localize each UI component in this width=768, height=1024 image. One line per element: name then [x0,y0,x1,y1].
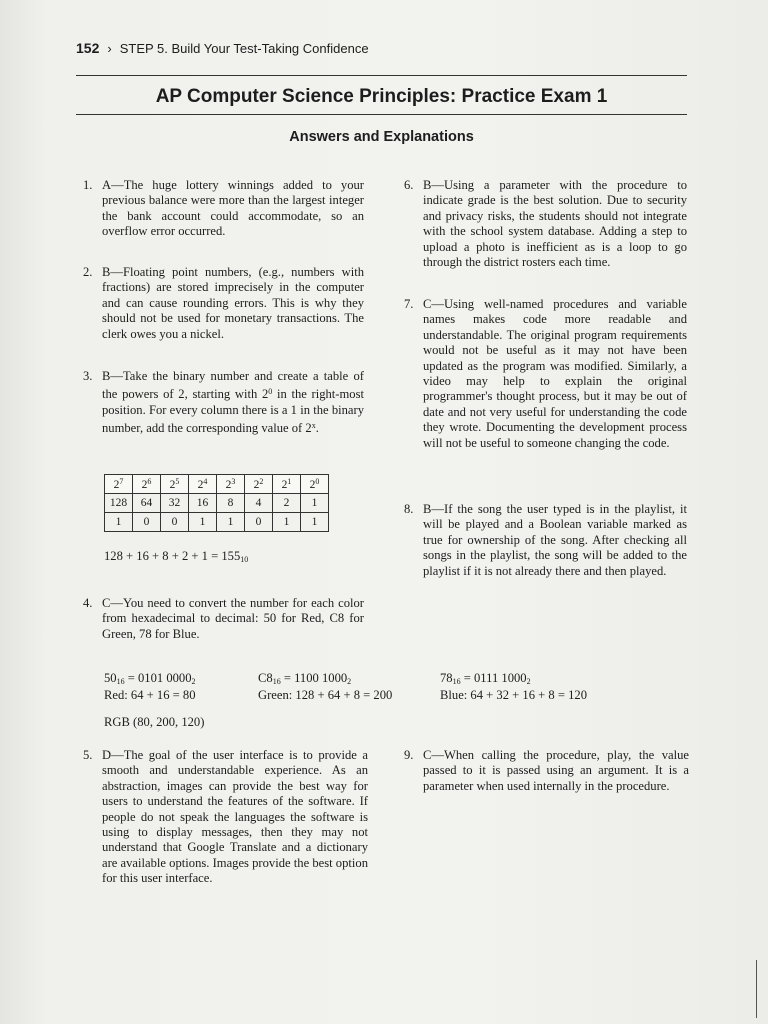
answer-number: 5. [83,748,93,762]
red-conversion: $50_{16} = 0101$ $0000_2$ [104,671,196,686]
power-cell: $2^0$ [301,475,329,494]
red-calculation: Red: 64 + 16 = 80 [104,688,196,702]
power-cell: $2^2$ [245,475,273,494]
bit-cell: 0 [133,513,161,532]
values-row [105,494,329,513]
bit-cell: 1 [273,513,301,532]
value-cell: 1 [301,494,329,513]
bit-cell: 1 [301,513,329,532]
page-title: AP Computer Science Principles: Practice Exam 1 [155,86,608,107]
answer-number: 3. [83,369,93,383]
section-subtitle: Answers and Explanations [289,129,474,145]
answer-text: B—Take the binary number and create a table of the powers of 2, starting with $2^0$ in the right-most position. For every column there is a 1 in the binary number, add the corresponding value of 2$^x$. [102,369,364,436]
step-title: STEP 5. Build Your Test-Taking Confidence [119,41,369,56]
value-cell: 2 [273,494,301,513]
answer-number: 1. [83,178,93,192]
answer-text: D—The goal of the user interface is to provide a smooth and understandable experience. As an abstraction, images can provide the best way for users to understand the features of the software. If people do not speak the languages the software is using to display messages, then they may not understand that Google Translate and a dictionary are available options. Images provide the best option for this user interface. [102,748,368,886]
value-cell: 64 [133,494,161,513]
power-cell: $2^6$ [133,475,161,494]
answer-text: B—If the song the user typed is in the playlist, it will be played and a Boolean variable marked as true for ownership of the song. After checking all songs in the playlist, the song will be added to the playlist if it is not already there and then played. [423,502,687,578]
answer-1 [83,178,364,240]
answer-number: 4. [83,596,93,610]
title-rule-top [76,75,687,76]
binary-powers-table [104,474,329,532]
value-cell: 8 [217,494,245,513]
bit-cell: 1 [217,513,245,532]
answer-number: 7. [404,297,414,311]
answer-number: 2. [83,265,93,279]
page-edge-mark [756,960,757,1018]
answer-9 [404,748,689,794]
blue-calculation: Blue: 64 + 32 + 16 + 8 = 120 [440,688,587,702]
powers-row [105,475,329,494]
answer-number: 6. [404,178,414,192]
binary-sum: $128 + 16 + 8 + 2 + 1 = 155_{10}$ [104,549,249,564]
power-cell: $2^7$ [105,475,133,494]
bit-cell: 1 [105,513,133,532]
blue-conversion: $78_{16} = 0111$ $1000_2$ [440,671,531,686]
bits-row [105,513,329,532]
answer-4 [83,596,364,642]
value-cell: 4 [245,494,273,513]
answer-6 [404,178,687,270]
running-head [76,40,369,56]
answer-7 [404,297,687,451]
answer-3 [83,369,364,437]
title-rule-bottom [76,114,687,115]
bit-cell: 1 [189,513,217,532]
page-number: 152 [76,40,100,56]
answer-text: C—When calling the procedure, play, the value passed to it is passed using an argument. It is a parameter when used internally in the procedure. [423,748,689,793]
answer-number: 8. [404,502,414,516]
green-conversion: $C8_{16} = 1100$ $1000_2$ [258,671,352,686]
answer-text: C—You need to convert the number for each color from hexadecimal to decimal: 50 for Red, C8 for Green, 78 for Blue. [102,596,364,641]
answer-text: C—Using well-named procedures and variable names makes code more readable and understandable. The original program requirements would not be useful as it may not have been updated as the program was modified. Similarly, a video may help to explain the original programmer's thought process, but it may be out of date and not very useful for understanding the code they wrote. Documenting the development process will not be useful to someone changing the code. [423,297,687,450]
answer-number: 9. [404,748,414,762]
power-cell: $2^5$ [161,475,189,494]
value-cell: 32 [161,494,189,513]
chevron-right-icon: › [107,41,112,56]
answer-8 [404,502,687,579]
answer-text: A—The huge lottery winnings added to your previous balance were more than the largest integer the bank account could accommodate, so an overflow error occurred. [102,178,364,239]
answer-5 [83,748,368,887]
answer-text: B—Using a parameter with the procedure to indicate grade is the best solution. Due to security and privacy risks, the students should not integrate with the school system database. Adding a step to upload a photo is inefficient as is a loop to go through the district rosters each time. [423,178,687,270]
answer-text: B—Floating point numbers, (e.g., numbers with fractions) are stored imprecisely in the computer and can cause rounding errors. This is why they should not be used for monetary transactions. The clerk owes you a nickel. [102,265,364,341]
power-cell: $2^3$ [217,475,245,494]
rgb-result: RGB (80, 200, 120) [104,715,205,729]
bit-cell: 0 [161,513,189,532]
power-cell: $2^4$ [189,475,217,494]
answer-2 [83,265,364,342]
green-calculation: Green: 128 + 64 + 8 = 200 [258,688,393,702]
value-cell: 16 [189,494,217,513]
value-cell: 128 [105,494,133,513]
bit-cell: 0 [245,513,273,532]
power-cell: $2^1$ [273,475,301,494]
